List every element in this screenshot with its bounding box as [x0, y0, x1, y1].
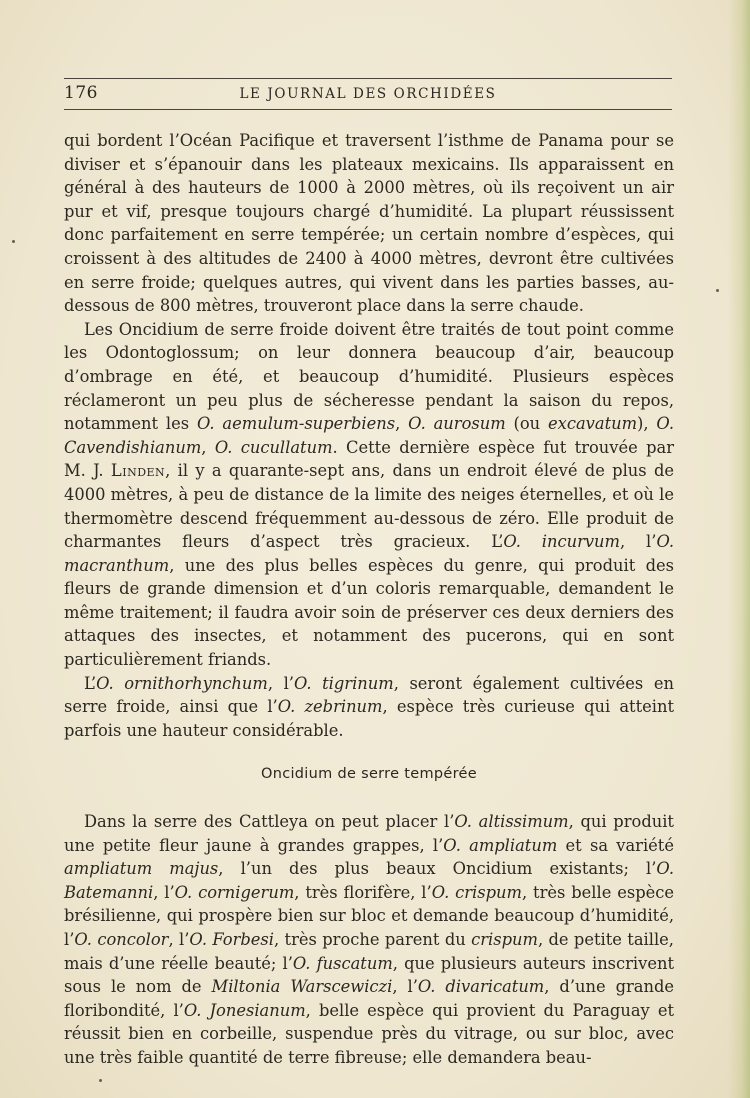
- text-run: , très florifère, l’: [294, 882, 432, 902]
- species-name: O. zebrinum: [277, 697, 383, 717]
- species-name: O. Batemanni: [64, 859, 674, 902]
- article-body: [64, 129, 674, 1070]
- paper-speck: [716, 289, 719, 292]
- page-edge-stain: [728, 0, 750, 1098]
- text-run: , qui produit une petite fleur jaune à grandes grappes, l’: [64, 812, 674, 855]
- text-run: , l’: [267, 673, 294, 693]
- text-run: Dans la serre des Cattleya on peut placer l’: [84, 812, 455, 832]
- species-name: O. divaricatum: [417, 977, 545, 997]
- species-name: O. crispum: [431, 882, 522, 902]
- paragraph-3: [64, 672, 674, 743]
- species-name: O. altissimum: [454, 812, 569, 832]
- species-name: O. ornithorhynchum: [96, 673, 268, 693]
- species-name: O. aurosum: [408, 414, 506, 434]
- paper-speck: [99, 1079, 102, 1082]
- species-name: O. aemulum-superbiens: [197, 414, 396, 434]
- text-run: et sa variété: [557, 835, 674, 855]
- species-name: O. tigrinum: [293, 673, 394, 693]
- journal-title: LE JOURNAL DES ORCHIDÉES: [239, 86, 497, 102]
- text-run: , très belle espèce brésilienne, qui prospère bien sur bloc et demande beaucoup d’humidité, l’: [64, 882, 675, 949]
- text-run: , une des plus belles espèces du genre, qui produit des fleurs de grande dimension et d’un coloris remarquable, demandent le même traitement; il faudra avoir soin de préserver ces deux derniers des attaques des insectes, et notamment des pucerons, qui en sont particulièrement friands.: [64, 555, 674, 670]
- text-run: , il y a quarante-sept ans, dans un endroit élevé de plus de 4000 mètres, à peu de distance de la limite des neiges éternelles, et où le thermomètre descend fréquemment au-dessous de zéro. Elle produit de charmantes fleurs d’aspect très gracieux. L’: [64, 461, 675, 552]
- species-name: O. cornigerum: [174, 882, 295, 902]
- species-name: O. incurvum: [503, 532, 620, 552]
- species-name: ampliatum majus: [64, 859, 219, 879]
- text-run: ),: [637, 414, 657, 434]
- text-run: , l’un des plus beaux Oncidium existants; l’: [218, 859, 657, 879]
- text-run: ,: [201, 437, 215, 457]
- text-run: , seront également cultivées en serre froide, ainsi que l’: [64, 673, 674, 717]
- species-name: O. Cavendishianum: [64, 414, 674, 457]
- page-number: 176: [64, 83, 98, 103]
- species-name: O. concolor: [74, 930, 169, 949]
- paper-speck: [12, 240, 15, 243]
- person-name: Linden: [110, 461, 166, 481]
- text-run: , d’une grande floribondité, l’: [64, 977, 675, 1020]
- text-run: L’: [84, 673, 97, 693]
- text-run: qui bordent l’Océan Pacifique et traversent l’isthme de Panama pour se diviser et s’épanouir dans les plateaux mexicains. Ils apparaissent en général à des hauteurs de 1000 à 2000 mètres, où ils reçoivent un air pur et vif, presque toujours chargé d’humidité. La plupart réussissent donc parfaitement en serre tempérée; un certain nombre d’espèces, qui croissent à des altitudes de 2400 à 4000 mètres, devront être cultivées en serre froide; quelques autres, qui vivent dans les parties basses, au-dessous de 800 mètres, trouveront place dans la serre chaude.: [64, 131, 674, 316]
- species-name: excavatum: [548, 414, 638, 434]
- text-run: . Cette dernière espèce fut trouvée par M. J.: [64, 437, 675, 481]
- running-header: [64, 78, 672, 110]
- species-name: O. fuscatum: [292, 953, 393, 973]
- paragraph-2: [64, 318, 674, 672]
- text-run: , l’: [153, 882, 175, 902]
- text-run: , très proche parent du: [273, 930, 472, 949]
- species-name: O. macranthum: [64, 532, 675, 575]
- paragraph-1: [64, 129, 674, 318]
- text-run: ,: [395, 414, 409, 434]
- text-run: (ou: [505, 414, 549, 434]
- text-run: , l’: [392, 977, 418, 997]
- species-name: O. Forbesi: [189, 930, 274, 949]
- species-name: crispum: [471, 930, 538, 949]
- paragraph-4: [64, 810, 674, 1070]
- text-run: , belle espèce qui provient du Paraguay et réussit bien en corbeille, suspendue près du vitrage, ou sur bloc, avec une très faible quantité de terre fibreuse; elle demandera beau-: [64, 1000, 675, 1067]
- species-name: O. ampliatum: [443, 835, 558, 855]
- text-run: , que plusieurs auteurs inscrivent sous le nom de: [64, 953, 675, 997]
- section-heading: Oncidium de serre tempérée: [261, 766, 477, 783]
- species-name: O. Jonesianum: [183, 1000, 306, 1020]
- text-run: , de petite taille, mais d’une réelle beauté; l’: [64, 930, 674, 973]
- text-run: Les Oncidium de serre froide doivent être traités de tout point comme les Odontoglossum; on leur donnera beaucoup d’air, beaucoup d’ombrage en été, et beaucoup d’humidité. Plusieurs espèces réclameront un peu plus de sécheresse pendant la saison du repos, notamment les: [64, 319, 674, 434]
- species-name: Miltonia Warscewiczi: [211, 977, 393, 997]
- text-run: , l’: [619, 532, 657, 552]
- text-run: , espèce très curieuse qui atteint parfois une hauteur considérable.: [64, 697, 675, 740]
- text-run: , l’: [168, 930, 190, 949]
- species-name: O. cucullatum: [214, 437, 333, 457]
